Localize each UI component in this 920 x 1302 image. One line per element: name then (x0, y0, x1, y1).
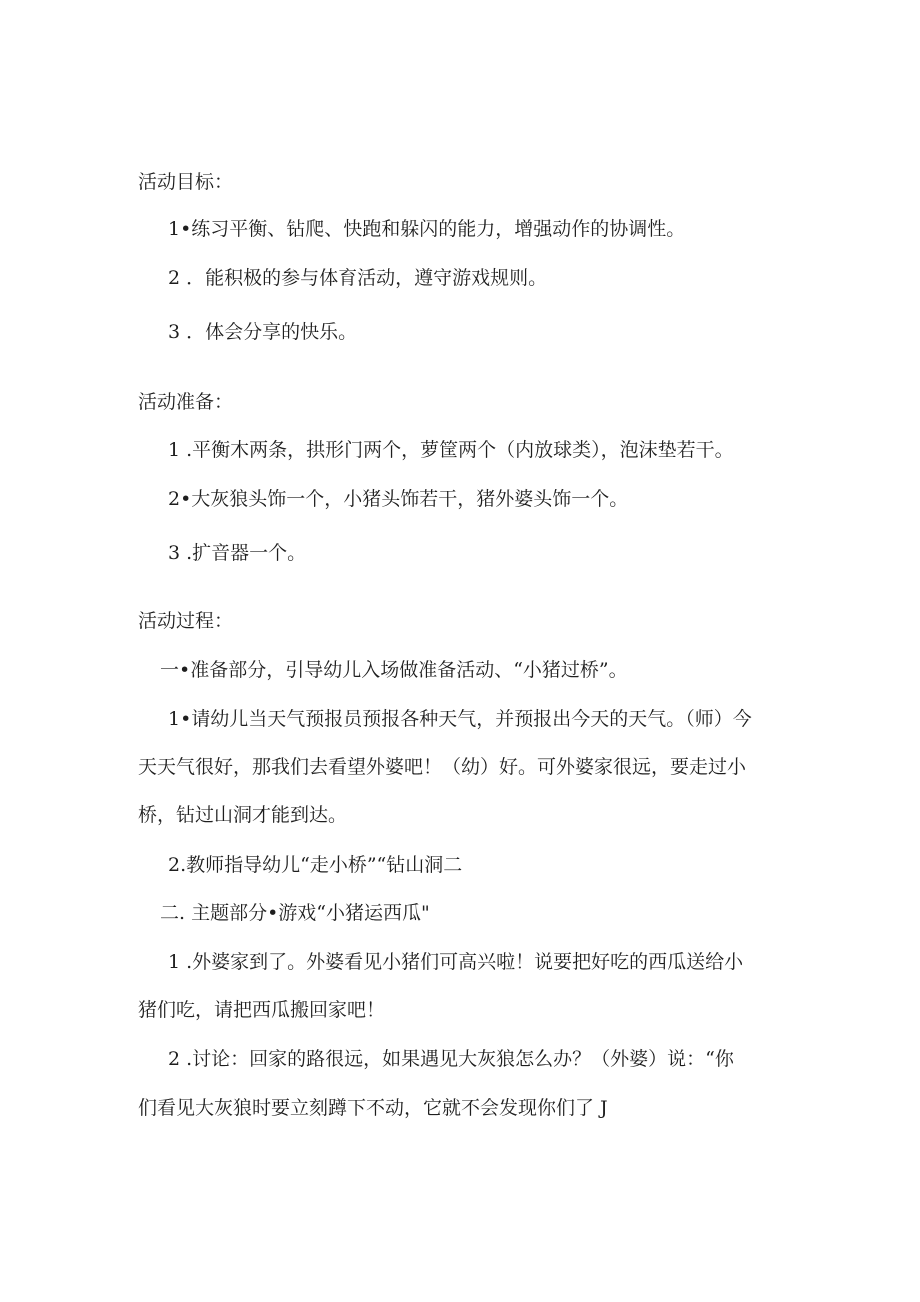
goal-item-1: 1•练习平衡、钻爬、快跑和躲闪的能力，增强动作的协调性。 (168, 218, 686, 240)
preparation-item-3: 3 .扩音器一个。 (168, 542, 307, 564)
paragraph-1-line-2: 天天气很好，那我们去看望外婆吧！（幼）好。可外婆家很远，要走过小 (138, 756, 747, 778)
paragraph-1-line-1: 1•请幼儿当天气预报员预报各种天气，并预报出今天的天气。（师）今 (168, 708, 752, 730)
preparation-item-1: 1 .平衡木两条，拱形门两个，萝筐两个（内放球类），泡沫垫若干。 (168, 439, 734, 461)
part-two-title: 二. 主题部分•游戏“小猪运西瓜" (160, 902, 430, 924)
paragraph-4-line-2: 们看见大灰狼时要立刻蹲下不动，它就不会发现你们了 J (138, 1097, 608, 1119)
paragraph-3-line-2: 猪们吃，请把西瓜搬回家吧！ (138, 999, 386, 1021)
goal-item-3: 3 ．体会分享的快乐。 (168, 321, 358, 343)
paragraph-4-line-1: 2 .讨论：回家的路很远，如果遇见大灰狼怎么办？（外婆）说：“你 (168, 1048, 734, 1070)
goal-item-2: 2 ．能积极的参与体育活动，遵守游戏规则。 (168, 267, 548, 289)
paragraph-3-line-1: 1 .外婆家到了。外婆看见小猪们可高兴啦！说要把好吃的西瓜送给小 (168, 951, 744, 973)
paragraph-2: 2.教师指导幼儿“走小桥”“钻山洞二 (168, 854, 463, 876)
paragraph-1-line-3: 桥，钻过山洞才能到达。 (138, 804, 348, 826)
part-one-title: 一•准备部分，引导幼儿入场做准备活动、“小猪过桥”。 (160, 659, 628, 681)
preparation-item-2: 2•大灰狼头饰一个，小猪头饰若干，猪外婆头饰一个。 (168, 488, 629, 510)
preparation-heading: 活动准备： (138, 391, 234, 413)
process-heading: 活动过程： (138, 610, 234, 632)
goals-heading: 活动目标： (138, 171, 234, 193)
